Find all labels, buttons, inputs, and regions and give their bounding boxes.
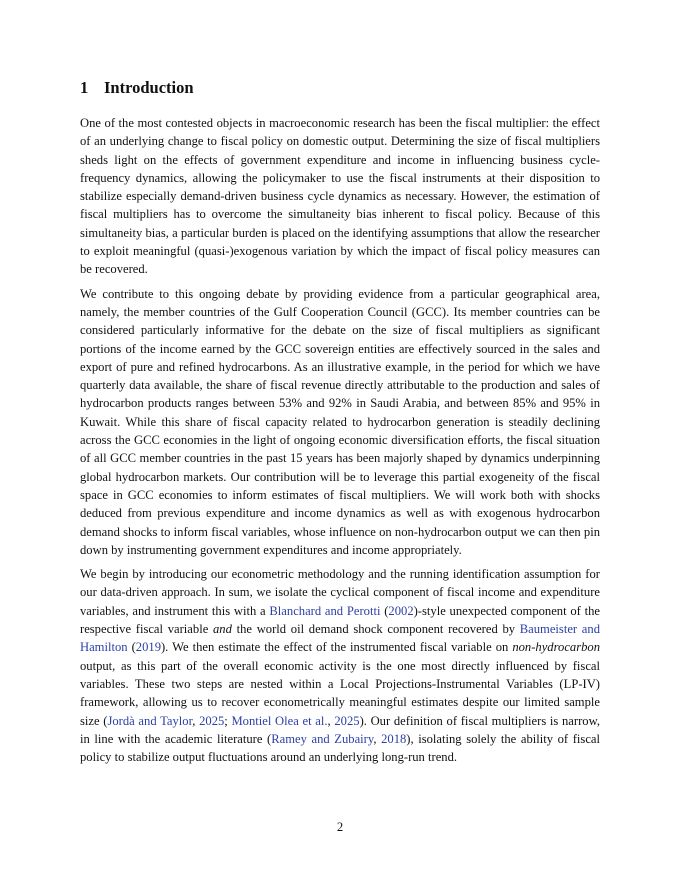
paragraph-text: ; [224,713,232,728]
emphasis-and: and [213,622,232,637]
paragraph-3 [80,565,600,766]
paragraph-text: the world oil demand shock component recovered by [231,622,520,637]
paragraph-1 [80,114,600,279]
citation-year-2002[interactable]: 2002 [388,603,414,618]
paragraph-text: , [373,731,382,746]
paragraph-text: , [327,713,335,728]
paragraph-text: , [192,713,200,728]
paragraph-text: ). Our definition of fiscal multipliers is narrow, in line with the academic literature ( [80,713,600,746]
citation-baumeister-hamilton[interactable]: Baumeister and Hamilton [80,622,600,655]
citation-montiel-olea[interactable]: Montiel Olea et al. [231,713,328,728]
section-title: Introduction [104,78,194,97]
section-number: 1 [80,78,89,97]
paragraph-text: output, as this part of the overall economic activity is the one most directly influenced by fiscal variables. These two steps are nested within a Local Projections-Instrumental Variables (LP-IV) framework, allowing us to recover econometrically meaningful estimates despite our limited sample size ( [80,658,600,728]
paragraph-2 [80,285,600,559]
citation-blanchard-perotti[interactable]: Blanchard and Perotti [269,603,381,618]
citation-year-2025-b[interactable]: 2025 [334,713,360,728]
citation-year-2019[interactable]: 2019 [135,640,161,655]
paragraph-text: We contribute to this ongoing debate by providing evidence from a particular geographical area, namely, the member countries of the Gulf Cooperation Council (GCC). Its member countries can be considered particularly informative for the debate on the size of fiscal multipliers as significant portions of the income earned by the GCC sovereign entities are effectively sourced in the sales and export of pure and refined hydrocarbons. As an illustrative example, in the period for which we have quarterly data available, the share of fiscal revenue directly attributable to the production and sales of hydrocarbon products ranges between 53% and 92% in Saudi Arabia, and between 85% and 95% in Kuwait. While this share of fiscal capacity related to hydrocarbon generation is steadily declining across the GCC economies in the light of ongoing economic diversification efforts, the fiscal situation of all GCC member countries in the past 15 years has been majorly shaped by dynamics underpinning global hydrocarbon markets. Our contribution will be to leverage this partial exogeneity of the fiscal space in GCC economies to inform estimates of fiscal multipliers. We will work both with shocks deduced from previous expenditure and income dynamics as well as with exogenous hydrocarbon demand shocks to inform fiscal variables, whose influence on non-hydrocarbon output we can then pin down by instrumenting government expenditures and income appropriately. [80,286,600,557]
section-heading [80,78,600,98]
emphasis-non-hydrocarbon: non-hydrocarbon [512,640,601,655]
paragraph-text: One of the most contested objects in macroeconomic research has been the fiscal multiplier: the effect of an underlying change to fiscal policy on domestic output. Determining the size of fiscal multipliers sheds light on the effects of government expenditure and income in influencing business cycle-frequency dynamics, allowing the policymaker to use the fiscal instruments at their disposition to stabilize especially demand-driven business cycle dynamics as necessary. However, the estimation of fiscal multipliers has to overcome the simultaneity bias inherent to fiscal policy. Because of this simultaneity bias, a particular burden is placed on the identifying assumptions that allow the researcher to exploit meaningful (quasi-)exogenous variation by which the impact of fiscal policy measures can be recovered. [80,116,600,277]
paragraph-text: )-style unexpected component of the respective fiscal variable [80,603,601,637]
page-number: 2 [336,820,344,834]
paper-page [80,78,600,772]
citation-ramey-zubairy[interactable]: Ramey and Zubairy [271,731,374,746]
paragraph-text: ( [127,640,136,655]
citation-year-2018[interactable]: 2018 [381,731,407,746]
paragraph-text: ), isolating solely the ability of fiscal policy to stabilize output fluctuations around an underlying long-run trend. [80,731,601,765]
paragraph-text: We begin by introducing our econometric methodology and the running identification assumption for our data-driven approach. In sum, we isolate the cyclical component of fiscal income and expenditure variables, and instrument this with a [80,567,600,618]
citation-year-2025-a[interactable]: 2025 [199,713,225,728]
paragraph-text: ( [380,603,389,618]
paragraph-text: ). We then estimate the effect of the instrumented fiscal variable on [160,640,513,655]
citation-jorda-taylor[interactable]: Jordà and Taylor [107,713,193,728]
